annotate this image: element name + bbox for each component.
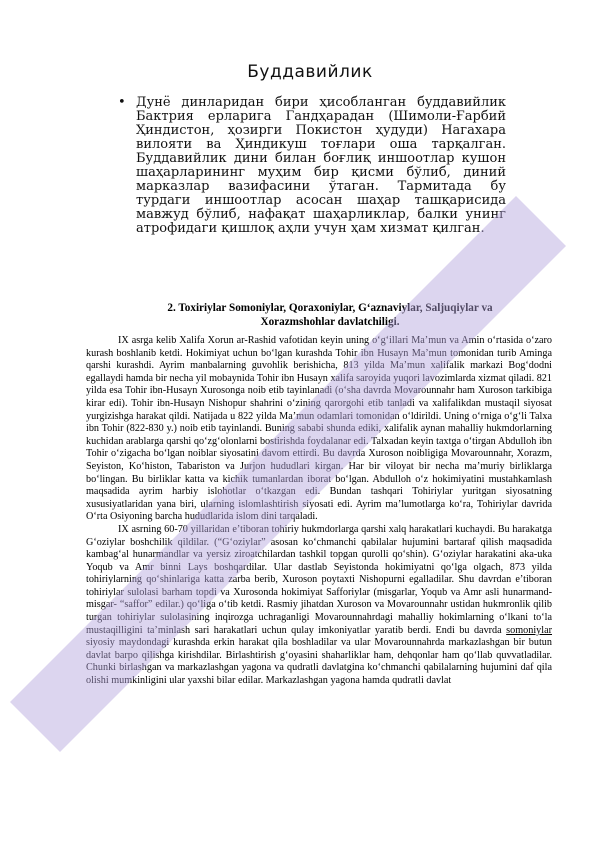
section-heading-line-2: Xorazmshohlar davlatchiligi. — [260, 316, 400, 328]
section-heading-line-1: 2. Toxiriylar Somoniylar, Qoraxoniylar, G‘aznaviylar, Saljuqiylar va — [167, 302, 493, 314]
bullet-icon: • — [118, 95, 126, 110]
paragraph-1: IX asrga kelib Xalifa Xorun ar-Rashid vafotidan keyin uning o‘g‘illari Ma’mun va Amin o‘rtasida o‘zaro kurash boshlanib ketdi. Hokimiyat uchun bo‘lgan kurashda Tohir ibn Husayn Ma’mun tomonidan turib Aminga qarshi kurashdi. Ayrim manbalarning guvohlik berishicha, 813 yilda Ma’mun xalifalik markazi Bog‘dodni egallaydi hamda bir necha yil mobaynida Tohir ibn Husayn xalifa saroyida yuqori lavozimlarda xizmat qiladi. 821 yilda esa Tohir ibn-Husayn Xurosonga noib etib tayinlanadi (o‘sha davrda Movarounnahr ham Xuroson tarkibiga kirar edi). Tohir ibn-Husayn Nishopur shahrini o‘zining qarorgohi etib tanladi va xalifalikdan mustaqil siyosat yurgizishga harakat qildi. Natijada u 822 yilda Ma’mun odamlari tomonidan o‘ldirildi. Uning o‘rniga o‘g‘li Talxa ibn Tohir (822-830 y.) noib etib tayinlandi. Buning sababi shunda ediki, xalifalik aynan mahalliy hukmdorlarning kuchidan arablarga qarshi qo‘zg‘olonlarni bostirishda foydalanar edi. Talxadan keyin taxtga o‘tirgan Abdulloh ibn Tohir o‘zigacha bo‘lgan noiblar siyosatini davom ettirdi. Bu davrda Xuroson noibligiga Movarounnahr, Xorazm, Seyiston, Ko‘histon, Tabariston va Jurjon hududlari kirgan. Har bir viloyat bir necha ma’muriy birliklarga bo‘lingan. Bu birliklar katta va kichik tumanlardan iborat bo‘lgan. Abdulloh o‘z hokimiyatini mustahkamlash maqsadida ayrim harbiy islohotlar o‘tkazgan edi. Bundan tashqari Tohiriylar yuritgan siyosatning xususiyatlaridan yana biri, ularning islomlashtirish siyosati edi. Ayrim ma’lumotlarga ko‘ra, Tohiriylar davrida O‘rta Osiyoning barcha hududlarida islom dini tarqaladi. — [86, 335, 552, 523]
paragraph-2-text-start: IX asrning 60-70 yillaridan e’tiboran tohiriy hukmdorlarga qarshi xalq harakatlari kuchaydi. Bu harakatga G‘oziylar boshchilik qildilar. (“G‘oziylar” asosan ko‘chmanchi qabilalar hujumini bartaraf qilish maqsadida kambag‘al hunarmandlar va yersiz ziroatchilardan tashkil topgan qurolli qo‘shin). G‘oziylar harakatini aka-uka Yoqub va Amr binni Lays boshqardilar. Ular dastlab Seyistonda hokimiyatni qo‘lga olgach, 873 yilda tohiriylarning qo‘shinlariga katta zarba berib, Xuroson poytaxti Nishopurni egalladilar. Shu davrdan e’tiboran tohiriylar sulolasi barham topdi va Xurosonda hokimiyat Safforiylar (misgarlar, Yoqub va Amr asli hunarmand-misgar- “saffor” edilar.) qo‘liga o‘tib ketdi. Rasmiy jihatdan Xuroson va Movarounnahr ustidan hukmronlik qilib turgan tohiriylar sulolasining inqirozga uchraganligi Movarounnahrdagi mahalliy hokimlarning o‘lkani to‘la mustaqilligini ta’minlash sari harakatlari uchun qulay imkoniyatlar yaratib berdi. Endi bu davrda — [86, 523, 552, 636]
slide-bullet-item — [114, 96, 506, 236]
paragraph-2 — [86, 524, 552, 688]
slide-bullet-text: Дунё динларидан бири ҳисобланган буддавийлик Бактрия ерларига Гандҳарадан (Шимоли-Ғарбий Ҳиндистон, ҳозирги Покистон ҳудуди) Нагахара вилояти ва Ҳиндикуш тоғлари оша тарқалган. Буддавийлик дини билан боғлиқ иншоотлар кушон шаҳарларининг муҳим бир қисми бўлиб, диний марказлар вазифасини ўтаган. Тармитада бу турдаги иншоотлар асосан шаҳар ташқарисида мавжуд бўлиб, нафақат шаҳарликлар, балки унинг атрофидаги қишлоқ аҳли учун ҳам хизмат қилган. — [136, 95, 506, 236]
slide-image — [114, 56, 506, 276]
body-text — [86, 335, 552, 688]
underlined-term: somoniylar — [506, 624, 552, 636]
slide-title: Буддавийлик — [247, 62, 373, 82]
section-heading — [110, 301, 550, 329]
paragraph-2-text-end: siyosiy maydondagi kurashda erkin harakat qila boshladilar va ular Movarounnahrda markazlashgan bir butun davlat barpo qilishga kirishdilar. Birlashtirish g‘oyasini shaharliklar ham, dehqonlar ham qo‘llab quvvatladilar. Chunki birlashgan va markazlashgan yagona va qudratli davlatgina ko‘chmanchi qabilalarning hujumini daf qila olishi mumkinligini ular yaxshi bilar edilar. Markazlashgan yagona hamda qudratli davlat — [86, 637, 552, 687]
